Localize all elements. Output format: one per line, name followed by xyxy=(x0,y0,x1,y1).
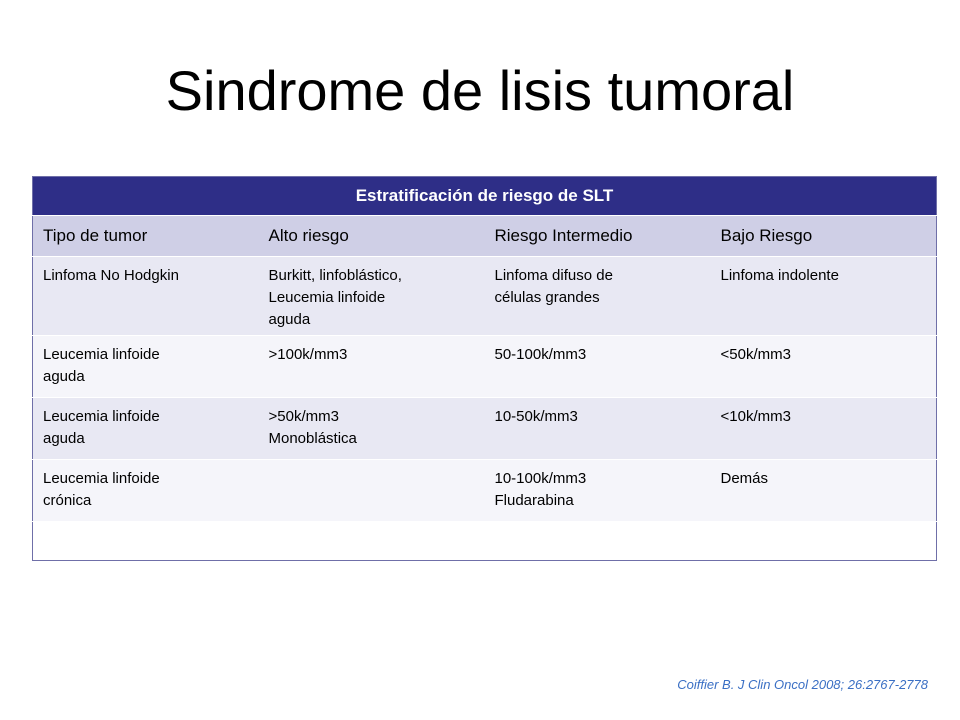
table-empty-row xyxy=(33,522,937,561)
cell-line: >50k/mm3 xyxy=(268,408,339,425)
cell-line: 10-100k/mm3 xyxy=(494,470,587,487)
cell-line: 10-50k/mm3 xyxy=(494,408,578,425)
cell-line: aguda xyxy=(43,368,85,385)
cell-low-risk xyxy=(711,460,937,522)
cell-high-risk xyxy=(259,460,485,522)
cell-high-risk xyxy=(259,336,485,398)
cell-line: Linfoma No Hodgkin xyxy=(43,267,179,284)
table-title: Estratificación de riesgo de SLT xyxy=(33,177,937,216)
cell-tumor-type xyxy=(33,257,259,336)
slide-title: Sindrome de lisis tumoral xyxy=(165,59,795,122)
cell-line: crónica xyxy=(43,492,92,509)
cell-line: Leucemia linfoide xyxy=(268,289,386,306)
table-row xyxy=(33,398,937,460)
table-header-row xyxy=(33,216,937,257)
cell-line: <10k/mm3 xyxy=(720,408,791,425)
table-row xyxy=(33,336,937,398)
column-header-tumor-type: Tipo de tumor xyxy=(33,216,259,257)
cell-line: aguda xyxy=(268,311,311,328)
cell-line: Leucemia linfoide xyxy=(43,346,160,363)
cell-line: <50k/mm3 xyxy=(720,346,791,363)
cell-tumor-type xyxy=(33,398,259,460)
empty-cell xyxy=(33,522,937,561)
cell-high-risk xyxy=(259,398,485,460)
cell-line: células grandes xyxy=(494,289,600,306)
cell-tumor-type xyxy=(33,336,259,398)
cell-intermediate-risk xyxy=(485,460,711,522)
cell-line: aguda xyxy=(43,430,85,447)
cell-line: Monoblástica xyxy=(268,430,357,447)
column-header-low-risk: Bajo Riesgo xyxy=(711,216,937,257)
cell-line: Fludarabina xyxy=(494,492,574,509)
cell-line: Leucemia linfoide xyxy=(43,470,160,487)
cell-intermediate-risk xyxy=(485,257,711,336)
cell-line: Linfoma difuso de xyxy=(494,267,613,284)
cell-line: Demás xyxy=(720,470,769,487)
cell-intermediate-risk xyxy=(485,336,711,398)
cell-line: >100k/mm3 xyxy=(268,346,348,363)
citation: Coiffier B. J Clin Oncol 2008; 26:2767-2778 xyxy=(677,677,928,692)
cell-low-risk xyxy=(711,257,937,336)
cell-line: Linfoma indolente xyxy=(720,267,839,284)
column-header-high-risk: Alto riesgo xyxy=(259,216,485,257)
cell-intermediate-risk xyxy=(485,398,711,460)
cell-low-risk xyxy=(711,398,937,460)
cell-high-risk xyxy=(259,257,485,336)
cell-line: Leucemia linfoide xyxy=(43,408,160,425)
cell-tumor-type xyxy=(33,460,259,522)
table-row xyxy=(33,257,937,336)
cell-low-risk xyxy=(711,336,937,398)
cell-line: 50-100k/mm3 xyxy=(494,346,587,363)
column-header-intermediate-risk: Riesgo Intermedio xyxy=(485,216,711,257)
table-row xyxy=(33,460,937,522)
cell-line: Burkitt, linfoblástico, xyxy=(268,267,402,284)
risk-stratification-table xyxy=(32,176,937,561)
